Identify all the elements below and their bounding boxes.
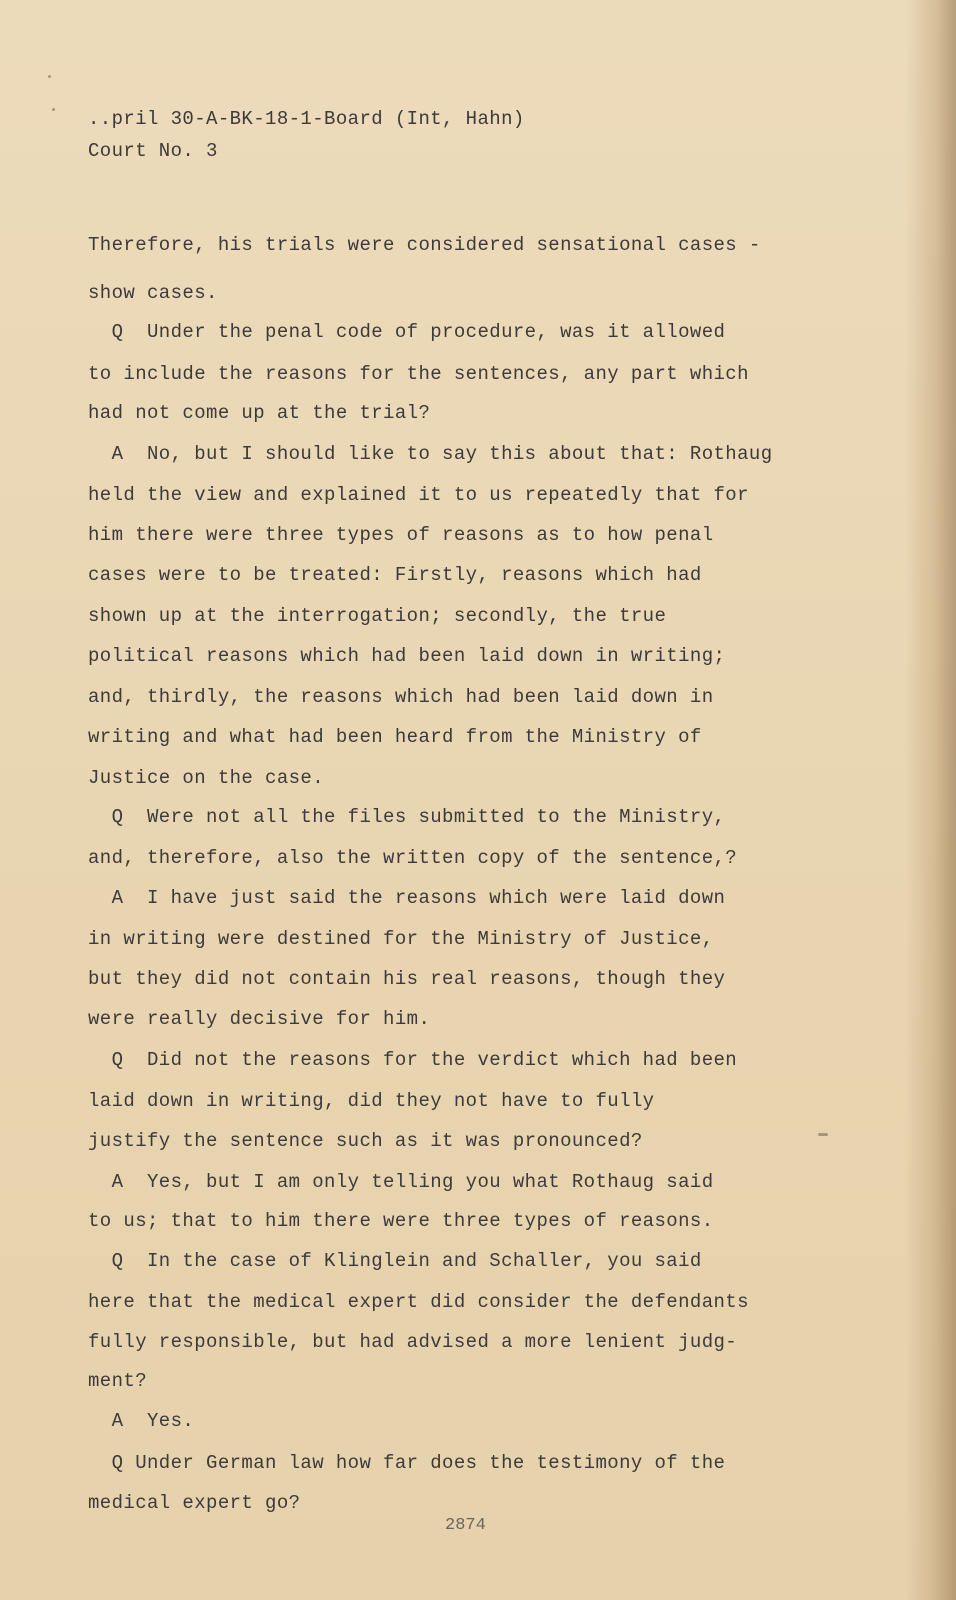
body-line: Therefore, his trials were considered sensational cases - <box>88 234 761 256</box>
body-line: shown up at the interrogation; secondly, the true <box>88 605 667 627</box>
body-line: here that the medical expert did consider the defendants <box>88 1291 749 1313</box>
body-line: A I have just said the reasons which were laid down <box>88 887 726 909</box>
body-line: to include the reasons for the sentences, any part which <box>88 363 749 385</box>
body-line: Q Did not the reasons for the verdict which had been <box>88 1049 738 1071</box>
body-line: justify the sentence such as it was pronounced? <box>88 1130 643 1152</box>
body-line: ment? <box>88 1370 148 1392</box>
header-line-1: ..pril 30-A-BK-18-1-Board (Int, Hahn) <box>88 108 525 130</box>
body-line: had not come up at the trial? <box>88 402 431 424</box>
body-line: show cases. <box>88 282 218 304</box>
page-number: 2874 <box>445 1516 486 1535</box>
body-line: to us; that to him there were three types of reasons. <box>88 1210 714 1232</box>
body-line: him there were three types of reasons as to how penal <box>88 524 714 546</box>
body-line: held the view and explained it to us repeatedly that for <box>88 484 749 506</box>
body-line: cases were to be treated: Firstly, reasons which had <box>88 564 702 586</box>
header-line-2: Court No. 3 <box>88 140 218 162</box>
body-line: A No, but I should like to say this about that: Rothaug <box>88 443 773 465</box>
paper-speck <box>52 108 55 111</box>
paper-speck <box>48 75 51 78</box>
body-line: Justice on the case. <box>88 767 325 789</box>
body-line: Q Under German law how far does the testimony of the <box>88 1452 726 1474</box>
body-line: A Yes, but I am only telling you what Rothaug said <box>88 1171 714 1193</box>
body-line: Q Under the penal code of procedure, was it allowed <box>88 321 726 343</box>
body-line: medical expert go? <box>88 1492 301 1514</box>
body-line: and, thirdly, the reasons which had been laid down in <box>88 686 714 708</box>
body-line: writing and what had been heard from the Ministry of <box>88 726 702 748</box>
body-line: Q Were not all the files submitted to the Ministry, <box>88 806 726 828</box>
body-line: political reasons which had been laid down in writing; <box>88 645 726 667</box>
body-line: laid down in writing, did they not have to fully <box>88 1090 655 1112</box>
body-line: A Yes. <box>88 1410 195 1432</box>
body-line: fully responsible, but had advised a more lenient judg- <box>88 1331 738 1353</box>
body-line: and, therefore, also the written copy of the sentence,? <box>88 847 738 869</box>
body-line: but they did not contain his real reasons, though they <box>88 968 726 990</box>
body-line: Q In the case of Klinglein and Schaller, you said <box>88 1250 702 1272</box>
paper-speck <box>818 1133 828 1136</box>
body-line: were really decisive for him. <box>88 1008 431 1030</box>
body-line: in writing were destined for the Ministry of Justice, <box>88 928 714 950</box>
